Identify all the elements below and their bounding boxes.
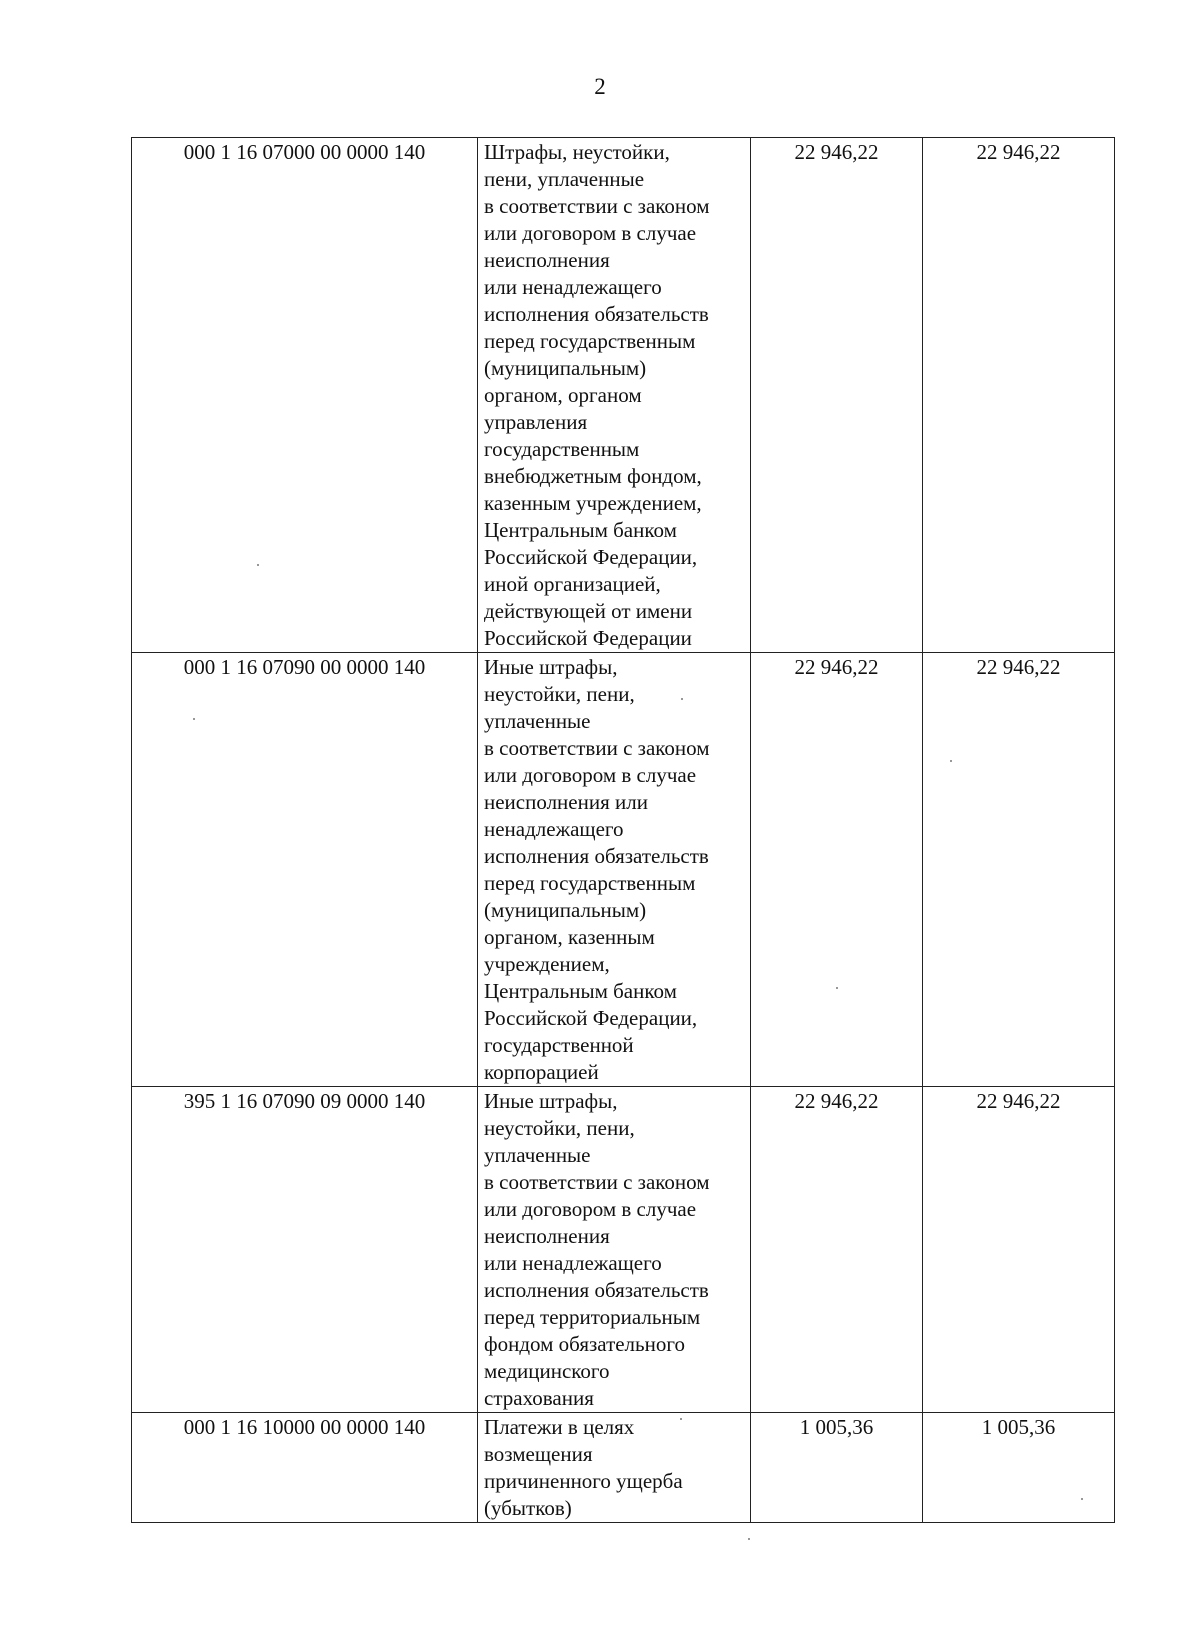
income-name-line: или договором в случае bbox=[484, 221, 697, 245]
income-name-line: исполнения обязательств bbox=[484, 844, 709, 868]
income-name-line: или договором в случае bbox=[484, 1197, 697, 1221]
income-name-line: в соответствии с законом bbox=[484, 1170, 710, 1194]
income-name-line: перед государственным bbox=[484, 329, 696, 353]
scan-speck bbox=[950, 760, 952, 762]
amount-value: 22 946,22 bbox=[923, 138, 1115, 653]
page-number: 2 bbox=[594, 74, 606, 99]
income-name-line: пени, уплаченные bbox=[484, 167, 645, 191]
income-name-line: в соответствии с законом bbox=[484, 736, 710, 760]
amount-value: 1 005,36 bbox=[751, 1413, 923, 1523]
scan-speck bbox=[836, 987, 838, 989]
income-name bbox=[478, 138, 751, 653]
income-name-line: перед государственным bbox=[484, 871, 696, 895]
income-name-line: медицинского bbox=[484, 1359, 610, 1383]
table-row bbox=[132, 653, 1115, 1087]
income-name-line: корпорацией bbox=[484, 1060, 599, 1084]
amount-value: 1 005,36 bbox=[923, 1413, 1115, 1523]
income-name-line: возмещения bbox=[484, 1442, 593, 1466]
income-name-line: неустойки, пени, bbox=[484, 1116, 635, 1140]
income-name-line: уплаченные bbox=[484, 1143, 591, 1167]
income-name-line: или ненадлежащего bbox=[484, 275, 662, 299]
amount-value: 22 946,22 bbox=[923, 653, 1115, 1087]
budget-code: 395 1 16 07090 09 0000 140 bbox=[132, 1087, 478, 1413]
income-name-line: (муниципальным) bbox=[484, 356, 647, 380]
income-name-line: исполнения обязательств bbox=[484, 302, 709, 326]
income-name-line: Российской Федерации bbox=[484, 626, 692, 650]
income-name-line: исполнения обязательств bbox=[484, 1278, 709, 1302]
income-name-line: действующей от имени bbox=[484, 599, 693, 623]
income-name-line: Центральным банком bbox=[484, 979, 677, 1003]
income-name-line: неустойки, пени, bbox=[484, 682, 635, 706]
table-row bbox=[132, 1413, 1115, 1523]
scan-speck bbox=[1081, 1498, 1083, 1500]
amount-value: 22 946,22 bbox=[751, 138, 923, 653]
income-name-line: (убытков) bbox=[484, 1496, 572, 1520]
income-name-line: перед территориальным bbox=[484, 1305, 701, 1329]
income-name-line: страхования bbox=[484, 1386, 594, 1410]
scan-speck bbox=[681, 698, 683, 700]
income-name-line: иной организацией, bbox=[484, 572, 661, 596]
income-name bbox=[478, 653, 751, 1087]
income-name-line: ненадлежащего bbox=[484, 817, 624, 841]
income-name-line: Центральным банком bbox=[484, 518, 677, 542]
table-row bbox=[132, 1087, 1115, 1413]
table-body bbox=[132, 138, 1115, 1523]
income-name-line: неисполнения или bbox=[484, 790, 648, 814]
amount-value: 22 946,22 bbox=[751, 653, 923, 1087]
income-name-line: государственным bbox=[484, 437, 640, 461]
scan-speck bbox=[680, 1418, 682, 1420]
table-row bbox=[132, 138, 1115, 653]
income-name-line: уплаченные bbox=[484, 709, 591, 733]
income-name-line: неисполнения bbox=[484, 248, 610, 272]
income-name-line: Российской Федерации, bbox=[484, 1006, 698, 1030]
income-name-line: Иные штрафы, bbox=[484, 1089, 618, 1113]
budget-table bbox=[131, 137, 1115, 1523]
income-name-line: Платежи в целях bbox=[484, 1415, 635, 1439]
income-name-line: (муниципальным) bbox=[484, 898, 647, 922]
income-name bbox=[478, 1087, 751, 1413]
income-name-line: причиненного ущерба bbox=[484, 1469, 683, 1493]
income-name-line: казенным учреждением, bbox=[484, 491, 702, 515]
income-name bbox=[478, 1413, 751, 1523]
income-name-line: органом, органом bbox=[484, 383, 642, 407]
income-name-line: органом, казенным bbox=[484, 925, 655, 949]
amount-value: 22 946,22 bbox=[923, 1087, 1115, 1413]
budget-code: 000 1 16 07000 00 0000 140 bbox=[132, 138, 478, 653]
income-name-line: неисполнения bbox=[484, 1224, 610, 1248]
budget-code: 000 1 16 07090 00 0000 140 bbox=[132, 653, 478, 1087]
income-name-line: Иные штрафы, bbox=[484, 655, 618, 679]
income-name-line: управления bbox=[484, 410, 588, 434]
budget-code: 000 1 16 10000 00 0000 140 bbox=[132, 1413, 478, 1523]
income-name-line: Штрафы, неустойки, bbox=[484, 140, 670, 164]
income-name-line: в соответствии с законом bbox=[484, 194, 710, 218]
income-name-line: внебюджетным фондом, bbox=[484, 464, 702, 488]
income-name-line: фондом обязательного bbox=[484, 1332, 685, 1356]
income-name-line: или договором в случае bbox=[484, 763, 697, 787]
scan-speck bbox=[193, 718, 195, 720]
scan-speck bbox=[748, 1538, 750, 1540]
scan-speck bbox=[257, 564, 259, 566]
income-name-line: учреждением, bbox=[484, 952, 610, 976]
amount-value: 22 946,22 bbox=[751, 1087, 923, 1413]
income-name-line: или ненадлежащего bbox=[484, 1251, 662, 1275]
income-name-line: Российской Федерации, bbox=[484, 545, 698, 569]
income-name-line: государственной bbox=[484, 1033, 634, 1057]
